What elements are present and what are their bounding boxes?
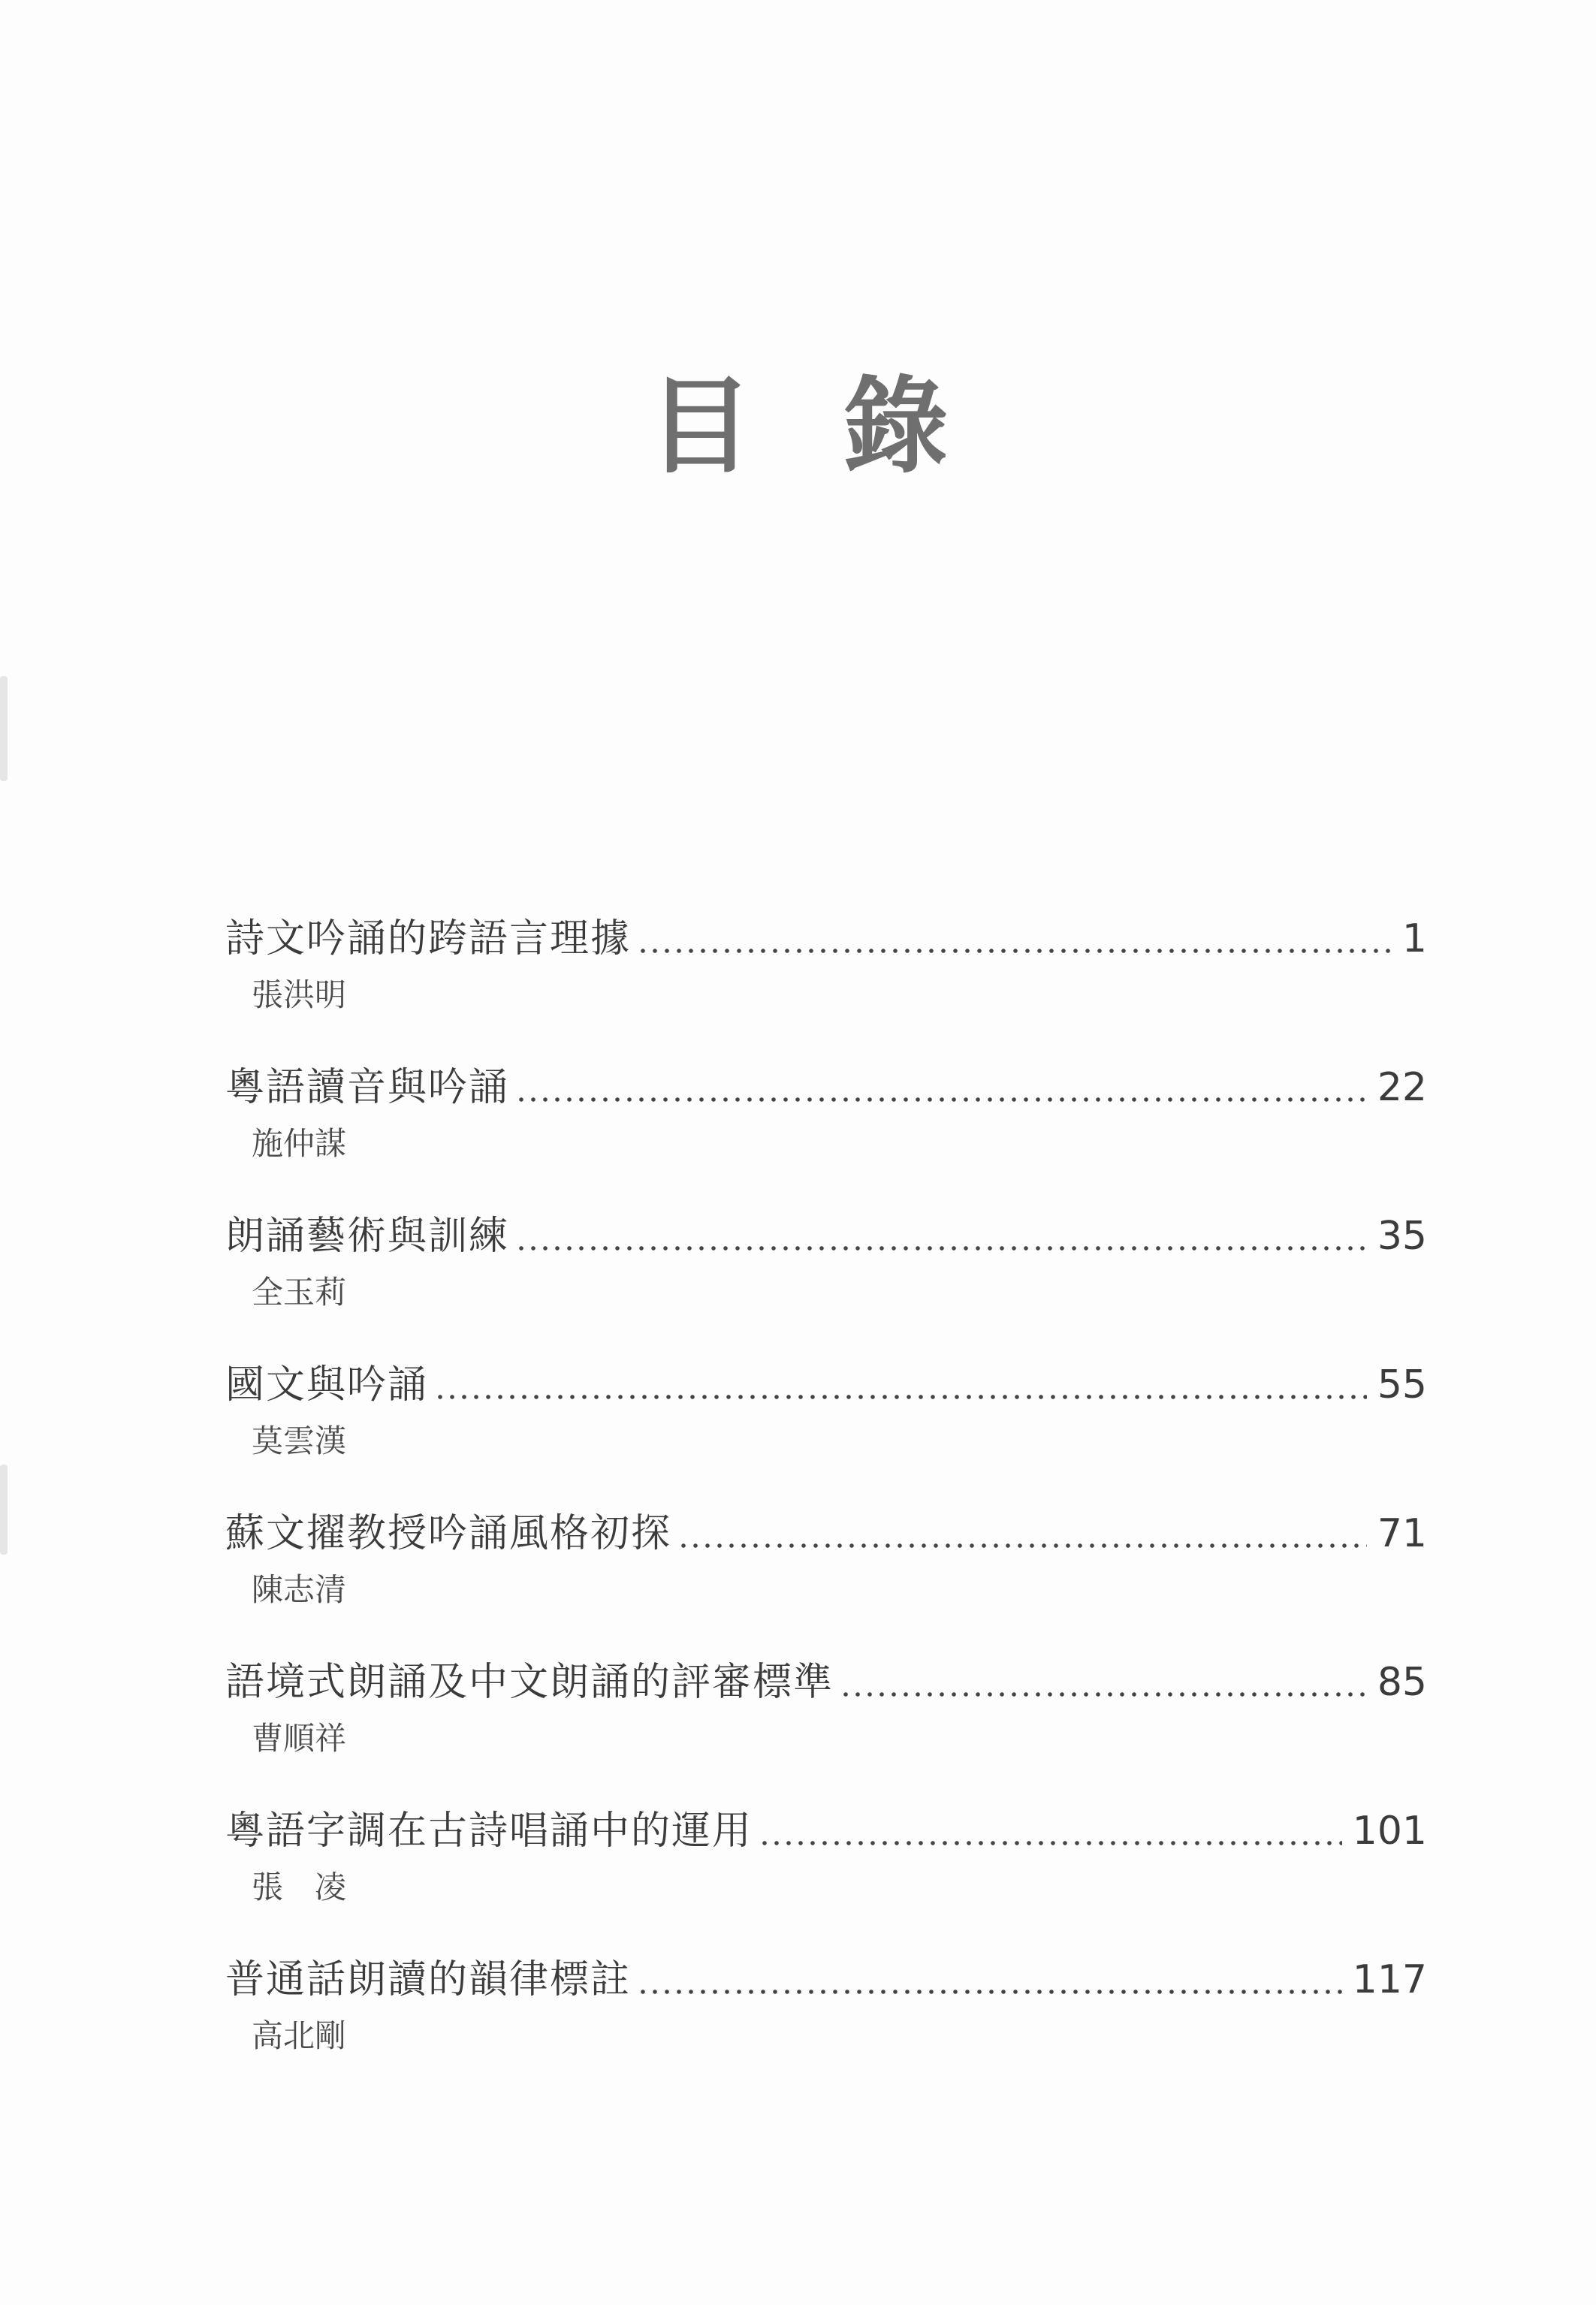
- scan-edge-mark: [0, 676, 8, 781]
- dot-leader: [515, 1097, 1367, 1102]
- toc-entry[interactable]: [225, 905, 1427, 1054]
- dot-leader: [434, 1395, 1367, 1399]
- entry-page-number: 101: [1352, 1809, 1427, 1854]
- scan-edge-mark: [0, 1465, 8, 1555]
- entry-author: 高北剛: [252, 2017, 347, 2054]
- entry-title[interactable]: 詩文吟誦的跨語言理據: [225, 916, 632, 961]
- title-char: 目: [647, 365, 753, 488]
- entry-title[interactable]: 語境式朗誦及中文朗誦的評審標準: [225, 1660, 834, 1705]
- page-title: [0, 365, 1596, 488]
- entry-page-number: 85: [1377, 1660, 1427, 1705]
- entry-author: 曹順祥: [252, 1720, 347, 1757]
- entry-author: 張洪明: [252, 976, 347, 1013]
- dot-leader: [637, 949, 1392, 953]
- dot-leader: [515, 1246, 1367, 1251]
- entry-title[interactable]: 朗誦藝術與訓練: [225, 1214, 510, 1259]
- entry-page-number: 1: [1401, 916, 1427, 961]
- title-char: 錄: [843, 365, 949, 488]
- dot-leader: [759, 1841, 1342, 1845]
- dot-leader: [637, 1990, 1342, 1994]
- toc-entry[interactable]: [225, 1351, 1427, 1500]
- entry-author: 施仲謀: [252, 1125, 347, 1162]
- entry-author: 陳志清: [252, 1571, 347, 1608]
- toc-entry[interactable]: [225, 1054, 1427, 1202]
- entry-page-number: 71: [1377, 1511, 1427, 1556]
- toc-entry[interactable]: [225, 1202, 1427, 1351]
- entry-title[interactable]: 粵語字調在古詩唱誦中的運用: [225, 1809, 753, 1854]
- entry-author: 張 凌: [252, 1869, 347, 1905]
- toc-entry[interactable]: [225, 1649, 1427, 1797]
- entry-author: 莫雲漢: [252, 1423, 347, 1459]
- entry-author: 全玉莉: [252, 1274, 347, 1311]
- dot-leader: [840, 1692, 1367, 1697]
- dot-leader: [677, 1543, 1367, 1548]
- entry-page-number: 117: [1352, 1957, 1427, 2002]
- toc-entry[interactable]: [225, 1797, 1427, 1946]
- toc-entry[interactable]: [225, 1946, 1427, 2095]
- entry-page-number: 35: [1377, 1214, 1427, 1259]
- entry-title[interactable]: 普通話朗讀的韻律標註: [225, 1957, 632, 2002]
- entry-page-number: 22: [1377, 1065, 1427, 1110]
- entry-title[interactable]: 蘇文擢教授吟誦風格初探: [225, 1511, 672, 1556]
- entry-title[interactable]: 國文與吟誦: [225, 1362, 429, 1407]
- toc-entry[interactable]: [225, 1500, 1427, 1649]
- entry-title[interactable]: 粵語讀音與吟誦: [225, 1065, 510, 1110]
- table-of-contents: [225, 905, 1427, 2095]
- entry-page-number: 55: [1377, 1362, 1427, 1407]
